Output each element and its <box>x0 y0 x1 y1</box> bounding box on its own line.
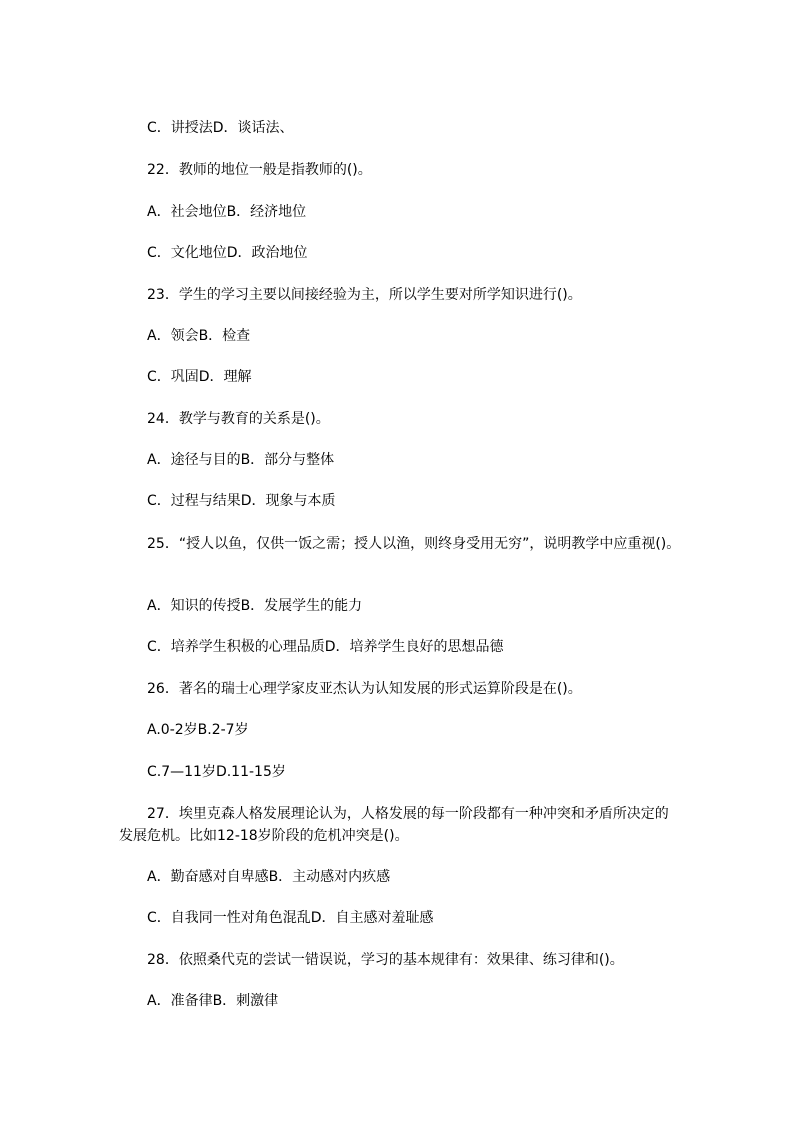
question-24: 24．教学与教育的关系是()。 <box>147 411 330 427</box>
question-23: 23．学生的学习主要以间接经验为主，所以学生要对所学知识进行()。 <box>147 287 582 303</box>
option-line: A．社会地位B．经济地位 <box>147 204 307 220</box>
option-line: C．巩固D．理解 <box>147 369 252 385</box>
option-line: C.7—11岁D.11-15岁 <box>147 764 286 780</box>
question-27-continued: 发展危机。比如12-18岁阶段的危机冲突是()。 <box>119 828 409 844</box>
option-line: A．领会B．检查 <box>147 328 251 344</box>
question-25: 25．“授人以鱼，仅供一饭之需；授人以渔，则终身受用无穷”，说明教学中应重视()。 <box>147 536 681 552</box>
option-line: A．途径与目的B．部分与整体 <box>147 452 335 468</box>
question-27: 27．埃里克森人格发展理论认为，人格发展的每一阶段都有一种冲突和矛盾所决定的 <box>147 806 669 822</box>
question-22: 22．教师的地位一般是指教师的()。 <box>147 162 372 178</box>
option-line: C．自我同一性对角色混乱D．自主感对羞耻感 <box>147 910 434 926</box>
option-line: A．知识的传授B．发展学生的能力 <box>147 598 363 614</box>
question-28: 28．依照桑代克的尝试一错误说，学习的基本规律有：效果律、练习律和()。 <box>147 952 624 968</box>
option-line: C．讲授法D．谈话法、 <box>147 120 294 136</box>
option-line: C．文化地位D．政治地位 <box>147 245 308 261</box>
option-line: C．过程与结果D．现象与本质 <box>147 493 336 509</box>
option-line: A．勤奋感对自卑感B．主动感对内疚感 <box>147 869 391 885</box>
option-line: A．准备律B．刺激律 <box>147 993 279 1009</box>
option-line: C．培养学生积极的心理品质D．培养学生良好的思想品德 <box>147 639 504 655</box>
option-line: A.0-2岁B.2-7岁 <box>147 722 249 738</box>
question-26: 26．著名的瑞士心理学家皮亚杰认为认知发展的形式运算阶段是在()。 <box>147 681 582 697</box>
